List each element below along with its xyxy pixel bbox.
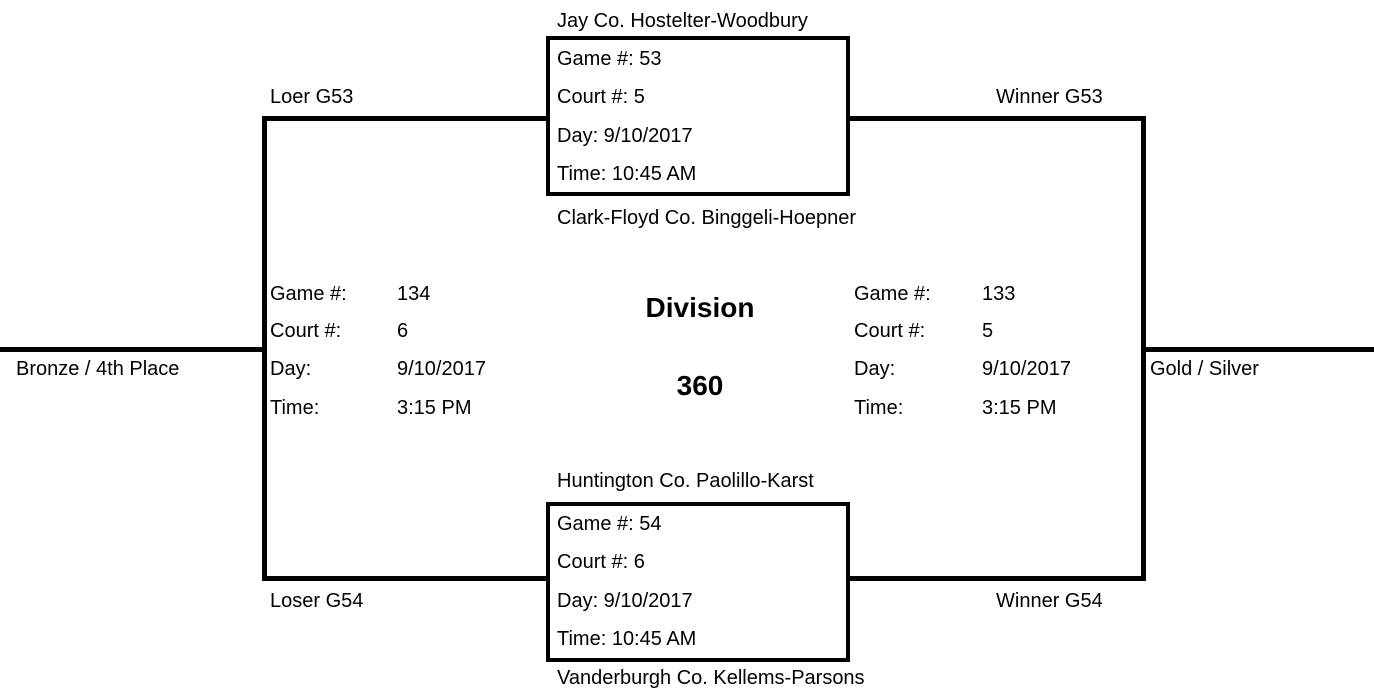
bottom-game-day: Day: 9/10/2017 [557, 590, 693, 612]
right-game-label: Game #: [854, 283, 931, 305]
right-result-label: Gold / Silver [1150, 358, 1259, 380]
left-day-label: Day: [270, 358, 312, 380]
top-winner-label: Winner G53 [996, 86, 1103, 108]
top-game-team-bottom: Clark-Floyd Co. Binggeli-Hoepner [557, 207, 857, 229]
top-loser-label: Loer G53 [270, 86, 354, 108]
bottom-loser-label: Loser G54 [270, 590, 364, 612]
bottom-game-court: Court #: 6 [557, 551, 645, 573]
bottom-left-connector [262, 576, 548, 581]
right-result-line [1141, 347, 1374, 352]
bottom-winner-label: Winner G54 [996, 590, 1103, 612]
left-time-label: Time: [270, 397, 320, 419]
left-game-value: 134 [397, 283, 431, 305]
bottom-game-number: Game #: 54 [557, 513, 662, 535]
bottom-right-connector [846, 576, 1146, 581]
top-game-number: Game #: 53 [557, 48, 662, 70]
left-result-line [0, 347, 267, 352]
right-court-value: 5 [982, 320, 994, 342]
left-time-value: 3:15 PM [397, 397, 472, 419]
right-time-label: Time: [854, 397, 904, 419]
top-game-court: Court #: 5 [557, 86, 645, 108]
top-right-connector [846, 116, 1146, 121]
right-day-value: 9/10/2017 [982, 358, 1071, 380]
left-game-label: Game #: [270, 283, 347, 305]
top-left-connector [262, 116, 548, 121]
right-day-label: Day: [854, 358, 896, 380]
top-game-day: Day: 9/10/2017 [557, 125, 693, 147]
left-result-label: Bronze / 4th Place [16, 358, 180, 380]
bottom-game-time: Time: 10:45 AM [557, 628, 697, 650]
left-day-value: 9/10/2017 [397, 358, 486, 380]
top-game-team-top: Jay Co. Hostelter-Woodbury [557, 10, 808, 32]
top-game-time: Time: 10:45 AM [557, 163, 697, 185]
bottom-game-team-bottom: Vanderburgh Co. Kellems-Parsons [557, 667, 865, 689]
left-court-value: 6 [397, 320, 409, 342]
right-game-value: 133 [982, 283, 1016, 305]
division-number: 360 [676, 370, 724, 401]
right-time-value: 3:15 PM [982, 397, 1057, 419]
division-title: Division [645, 292, 755, 323]
left-court-label: Court #: [270, 320, 342, 342]
bottom-game-team-top: Huntington Co. Paolillo-Karst [557, 470, 814, 492]
right-court-label: Court #: [854, 320, 926, 342]
